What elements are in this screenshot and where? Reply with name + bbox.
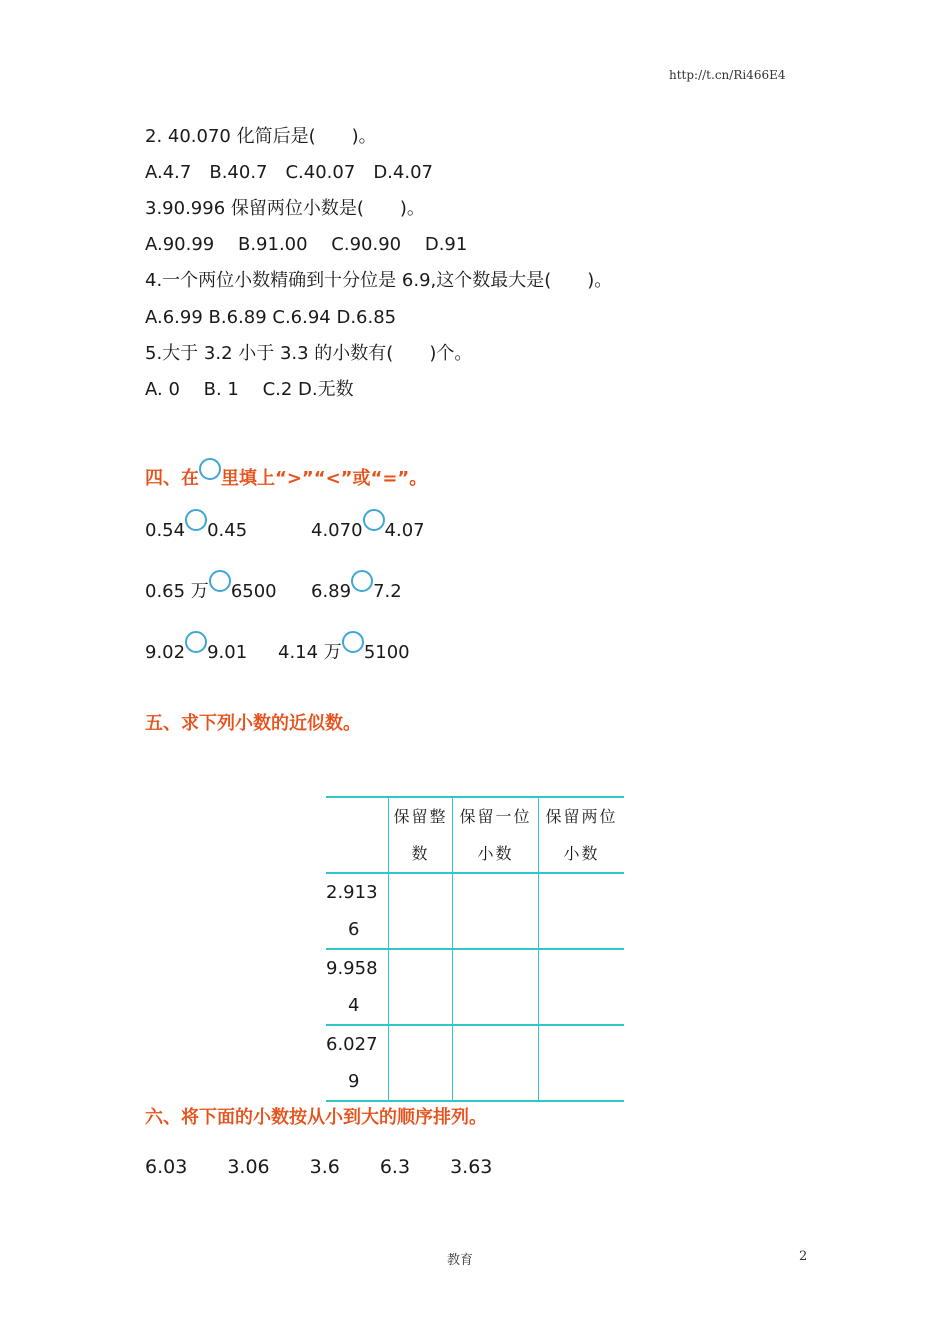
answer-cell[interactable] [389, 949, 453, 1025]
question-3-stem: 3.90.996 保留两位小数是( )。 [145, 198, 425, 219]
answer-cell[interactable] [539, 873, 625, 949]
answer-cell[interactable] [453, 949, 539, 1025]
answer-cell[interactable] [389, 1025, 453, 1101]
header-line: 保留两位 [545, 807, 618, 826]
compare-right: 6500 [230, 581, 277, 602]
header-line: 保留整 [393, 807, 448, 826]
answer-cell[interactable] [539, 949, 625, 1025]
number-item: 3.6 [309, 1156, 340, 1178]
compare-circle[interactable] [185, 631, 207, 653]
compare-circle[interactable] [363, 509, 385, 531]
row-line: 4 [348, 995, 360, 1016]
question-5-options: A. 0 B. 1 C.2 D.无数 [145, 379, 354, 400]
table-row [326, 1025, 624, 1101]
row-line: 9 [348, 1071, 360, 1092]
row-line: 2.913 [326, 882, 378, 903]
question-2-stem: 2. 40.070 化简后是( )。 [145, 126, 377, 147]
number-item: 6.03 [145, 1156, 188, 1178]
compare-right: 9.01 [207, 642, 248, 663]
number-item: 6.3 [379, 1156, 411, 1178]
number-item: 3.06 [227, 1156, 270, 1178]
table-header-cell [453, 797, 539, 873]
row-line: 9.958 [326, 958, 378, 979]
compare-left: 4.14 万 [278, 642, 342, 663]
number-item: 3.63 [450, 1156, 493, 1178]
row-line: 6 [348, 919, 360, 940]
header-line: 小数 [563, 844, 600, 863]
section-6-title: 六、将下面的小数按从小到大的顺序排列。 [145, 1107, 487, 1128]
compare-right: 4.07 [384, 520, 425, 541]
table-row-label [326, 949, 389, 1025]
answer-cell[interactable] [453, 1025, 539, 1101]
compare-circle[interactable] [342, 631, 364, 653]
circle-icon [199, 458, 221, 480]
page-number: 2 [799, 1249, 808, 1264]
table-header-cell [389, 797, 453, 873]
section-4-title [145, 468, 427, 490]
section-4-title-rest: 里填上“>”“<”或“=”。 [221, 468, 428, 489]
compare-right: 5100 [363, 642, 410, 663]
table-header-blank [326, 797, 389, 873]
table-row [326, 873, 624, 949]
question-2-options: A.4.7 B.40.7 C.40.07 D.4.07 [145, 162, 433, 183]
table-row-label [326, 873, 389, 949]
header-line: 小数 [477, 844, 514, 863]
compare-right: 0.45 [207, 520, 248, 541]
compare-item-2a [145, 580, 277, 604]
header-line: 数 [411, 844, 430, 863]
table-row [326, 949, 624, 1025]
compare-left: 0.65 万 [145, 581, 209, 602]
compare-left: 9.02 [145, 642, 186, 663]
compare-left: 0.54 [145, 520, 186, 541]
question-5-stem: 5.大于 3.2 小于 3.3 的小数有( )个。 [145, 343, 473, 364]
number-list [145, 1156, 492, 1178]
section-4-title-part: 、在 [163, 468, 199, 489]
compare-item-3a [145, 641, 247, 665]
compare-item-2b [311, 580, 402, 604]
answer-cell[interactable] [389, 873, 453, 949]
row-line: 6.027 [326, 1034, 378, 1055]
compare-circle[interactable] [351, 570, 373, 592]
section-5-title: 五、求下列小数的近似数。 [145, 713, 361, 734]
compare-circle[interactable] [209, 570, 231, 592]
question-3-options: A.90.99 B.91.00 C.90.90 D.91 [145, 234, 468, 255]
table-header-cell [539, 797, 625, 873]
header-url: http://t.cn/Ri466E4 [669, 68, 786, 82]
answer-cell[interactable] [453, 873, 539, 949]
compare-right: 7.2 [373, 581, 402, 602]
compare-circle[interactable] [185, 509, 207, 531]
compare-item-1a [145, 519, 247, 543]
compare-item-1b [311, 519, 425, 543]
header-line: 保留一位 [459, 807, 532, 826]
footer-label: 教育 [447, 1253, 474, 1268]
table-header-row [326, 797, 624, 873]
table-row-label [326, 1025, 389, 1101]
approximation-table [326, 796, 624, 1102]
compare-item-3b [278, 641, 410, 665]
compare-left: 4.070 [311, 520, 363, 541]
answer-cell[interactable] [539, 1025, 625, 1101]
compare-left: 6.89 [311, 581, 352, 602]
question-4-options: A.6.99 B.6.89 C.6.94 D.6.85 [145, 307, 397, 328]
section-4-number: 四 [145, 468, 163, 489]
question-4-stem: 4.一个两位小数精确到十分位是 6.9,这个数最大是( )。 [145, 270, 613, 291]
